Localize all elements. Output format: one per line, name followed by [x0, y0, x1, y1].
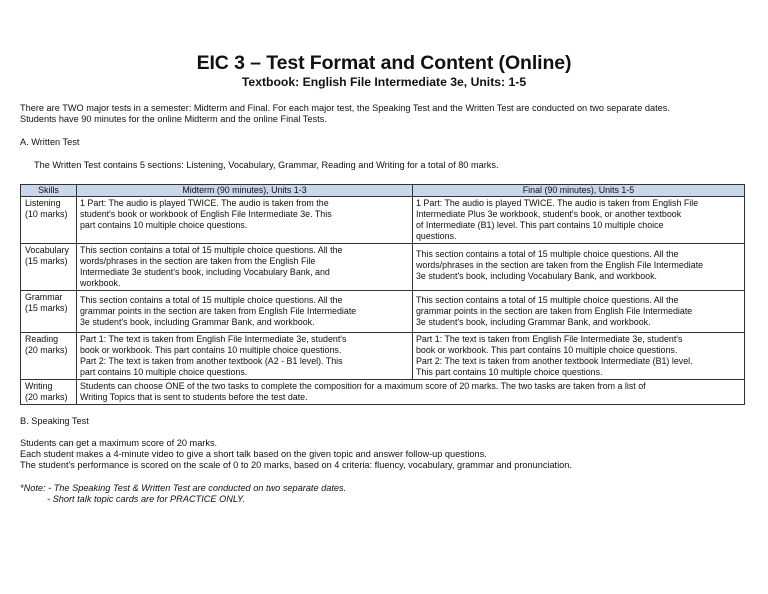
writing-description-cell — [77, 380, 745, 405]
written-test-heading: A. Written Test — [20, 137, 80, 147]
intro-line-1: There are TWO major tests in a semester: Midterm and Final. For each major test, the Speaking Test and the Written Test are conducted on two separate dates. — [20, 103, 670, 113]
cell-line: Intermediate 3e student's book, including Vocabulary Bank, and — [80, 266, 330, 277]
col-header-midterm: Midterm (90 minutes), Units 1-3 — [77, 185, 413, 197]
cell-line: words/phrases in the section are taken from the English File — [80, 255, 316, 266]
cell-line: 3e student's book, including Vocabulary Bank, and workbook. — [416, 270, 657, 281]
final-cell — [413, 333, 745, 380]
table-header-row — [21, 185, 745, 197]
table-row-vocabulary — [21, 244, 745, 291]
skill-cell — [21, 197, 77, 244]
speaking-line-1: Students can get a maximum score of 20 marks. — [20, 438, 218, 448]
cell-line: This section contains a total of 15 multiple choice questions. All the — [416, 295, 679, 305]
table-row-reading — [21, 333, 745, 380]
note-line-1: *Note: - The Speaking Test & Written Test are conducted on two separate dates. — [20, 483, 347, 493]
cell-line: Part 2: The text is taken from another textbook Intermediate (B1) level. — [416, 355, 693, 366]
cell-line: This section contains a total of 15 multiple choice questions. All the — [80, 245, 343, 255]
cell-line: Part 2: The text is taken from another textbook (A2 - B1 level). This — [80, 355, 343, 366]
cell-line: part contains 10 multiple choice questions. — [80, 219, 248, 230]
skill-marks: (15 marks) — [25, 255, 68, 266]
col-header-skills: Skills — [21, 185, 77, 197]
cell-line: grammar points in the section are taken from English File Intermediate — [80, 305, 357, 316]
cell-line: book or workbook. This part contains 10 multiple choice questions. — [416, 344, 678, 355]
cell-line: Writing Topics that is sent to students before the test date. — [80, 391, 308, 402]
skill-name: Reading — [25, 334, 59, 344]
cell-line: Intermediate Plus 3e workbook, student's book, or another textbook — [416, 208, 682, 219]
cell-line: Part 1: The text is taken from English File Intermediate 3e, student's — [416, 334, 683, 344]
midterm-cell — [77, 333, 413, 380]
cell-line: part contains 10 multiple choice questions. — [80, 366, 248, 377]
skill-cell — [21, 244, 77, 291]
cell-line: student's book or workbook of English File Intermediate 3e. This — [80, 208, 332, 219]
cell-line: book or workbook. This part contains 10 multiple choice questions. — [80, 344, 342, 355]
skill-cell — [21, 380, 77, 405]
skill-marks: (15 marks) — [25, 302, 68, 313]
page-title: EIC 3 – Test Format and Content (Online) — [196, 52, 572, 74]
page-subtitle: Textbook: English File Intermediate 3e, Units: 1-5 — [241, 75, 527, 89]
midterm-cell — [77, 291, 413, 333]
midterm-cell — [77, 244, 413, 291]
col-header-final: Final (90 minutes), Units 1-5 — [413, 185, 745, 197]
cell-line: This section contains a total of 15 multiple choice questions. All the — [416, 249, 679, 259]
speaking-line-3: The student's performance is scored on the scale of 0 to 20 marks, based on 4 criteria: fluency, vocabulary, grammar and pronunciation. — [20, 460, 572, 470]
cell-line: of Intermediate (B1) level. This part contains 10 multiple choice — [416, 219, 664, 230]
cell-line: 1 Part: The audio is played TWICE. The audio is taken from the — [80, 198, 329, 208]
midterm-cell — [77, 197, 413, 244]
cell-line: This section contains a total of 15 multiple choice questions. All the — [80, 295, 343, 305]
skill-name: Listening — [25, 198, 61, 208]
intro-line-2: Students have 90 minutes for the online Midterm and the online Final Tests. — [20, 114, 327, 124]
cell-line: Students can choose ONE of the two tasks to complete the composition for a maximum score of 20 marks. The two tasks are taken from a list of — [80, 381, 646, 391]
skill-cell — [21, 291, 77, 333]
skill-name: Grammar — [25, 292, 63, 302]
cell-line: grammar points in the section are taken from English File Intermediate — [416, 305, 693, 316]
final-cell — [413, 291, 745, 333]
written-test-summary: The Written Test contains 5 sections: Listening, Vocabulary, Grammar, Reading and Writing for a total of 80 marks. — [34, 160, 499, 170]
skill-marks: (20 marks) — [25, 391, 68, 402]
skill-marks: (10 marks) — [25, 208, 68, 219]
final-cell — [413, 197, 745, 244]
cell-line: workbook. — [80, 277, 121, 288]
speaking-line-2: Each student makes a 4-minute video to give a short talk based on the given topic and answer follow-up questions. — [20, 449, 487, 459]
skill-marks: (20 marks) — [25, 344, 68, 355]
cell-line: questions. — [416, 230, 457, 241]
speaking-test-heading: B. Speaking Test — [20, 416, 89, 426]
note-line-2: - Short talk topic cards are for PRACTICE ONLY. — [47, 494, 245, 504]
table-row-listening — [21, 197, 745, 244]
table-row-writing — [21, 380, 745, 405]
cell-line: This part contains 10 multiple choice questions. — [416, 366, 603, 377]
cell-line: words/phrases in the section are taken from the English File Intermediate — [416, 259, 704, 270]
skill-name: Writing — [25, 381, 53, 391]
cell-line: 3e student's book, including Grammar Bank, and workbook. — [80, 316, 315, 327]
cell-line: 1 Part: The audio is played TWICE. The audio is taken from English File — [416, 198, 699, 208]
final-cell — [413, 244, 745, 291]
cell-line: Part 1: The text is taken from English File Intermediate 3e, student's — [80, 334, 347, 344]
cell-line: 3e student's book, including Grammar Bank, and workbook. — [416, 316, 651, 327]
skill-cell — [21, 333, 77, 380]
written-test-table — [20, 184, 745, 405]
table-row-grammar — [21, 291, 745, 333]
skill-name: Vocabulary — [25, 245, 69, 255]
